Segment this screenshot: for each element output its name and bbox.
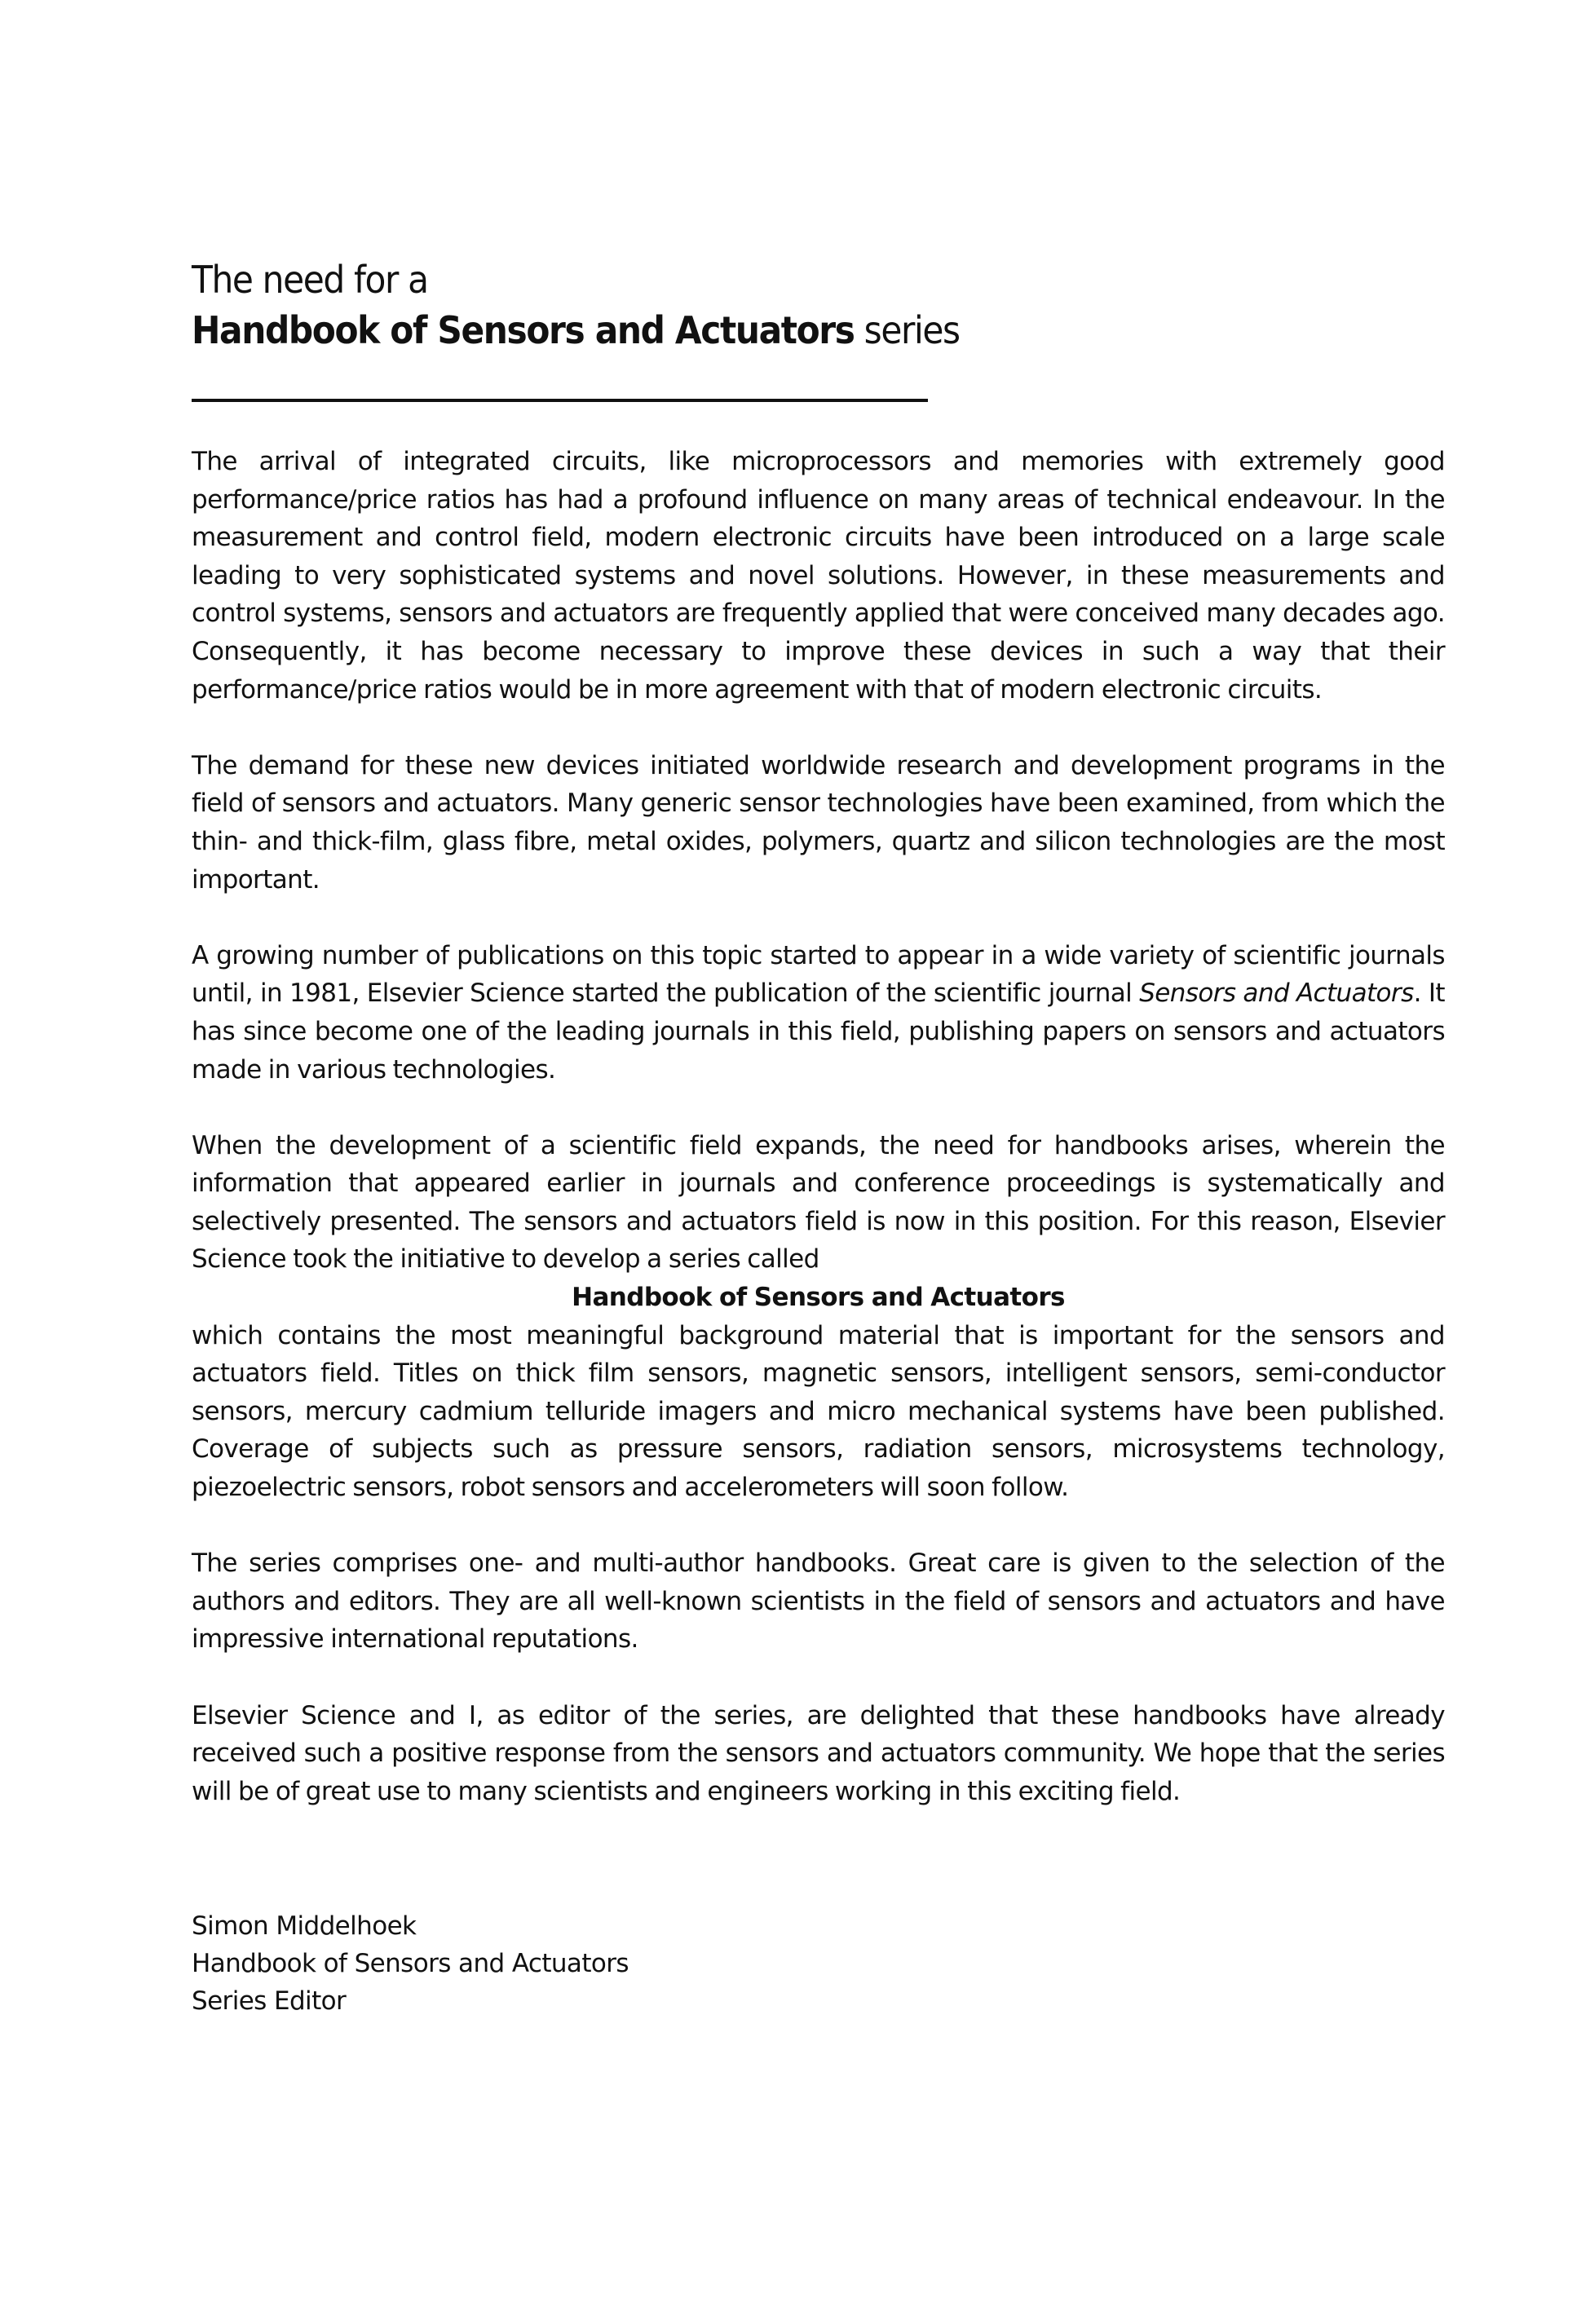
body-text	[192, 443, 1445, 1849]
title-series-name: Handbook of Sensors and Actuators	[192, 308, 855, 352]
series-title-heading: Handbook of Sensors and Actuators	[572, 1283, 1065, 1313]
signature-role: Series Editor	[192, 1986, 347, 2016]
paragraph-4-continuation: which contains the most meaningful background material that is important for the sensors and actuators field. Titles on thick film sensors, magnetic sensors, intelligent sensors, semi-conductor sensors, mercury cadmium telluride imagers and micro mechanical systems have been published. Coverage of subjects such as pressure sensors, radiation sensors, microsystems technology, piezoelectric sensors, robot sensors and accelerometers will soon follow.	[192, 1320, 1445, 1503]
paragraph-6: Elsevier Science and I, as editor of the series, are delighted that these handbooks have already received such a positive response from the sensors and actuators community. We hope that the series will be of great use to many scientists and engineers working in this exciting field.	[192, 1700, 1445, 1806]
page-title	[192, 254, 1242, 356]
title-divider	[192, 399, 928, 402]
title-line-2	[192, 305, 1242, 356]
paragraph-2: The demand for these new devices initiated worldwide research and development programs in the field of sensors and actuators. Many generic sensor technologies have been examined, from which the thin- and thick-film, glass fibre, metal oxides, polymers, quartz and silicon technologies are the most important.	[192, 750, 1445, 895]
paragraph-4-intro: When the development of a scientific field expands, the need for handbooks arises, wherein the information that appeared earlier in journals and conference proceedings is systematically and selectively presented. The sensors and actuators field is now in this position. For this reason, Elsevier Science took the initiative to develop a series called	[192, 1130, 1445, 1275]
title-line-1: The need for a	[192, 258, 428, 302]
signature-series: Handbook of Sensors and Actuators	[192, 1949, 629, 1978]
title-suffix: series	[854, 308, 960, 352]
paragraph-3-before: A growing number of publications on this topic started to appear in a wide variety of scientific journals until, in 1981, Elsevier Science started the publication of the scientific journal	[192, 940, 1445, 1009]
paragraph-5: The series comprises one- and multi-author handbooks. Great care is given to the selection of the authors and editors. They are all well-known scientists in the field of sensors and actuators and have impressive international reputations.	[192, 1549, 1445, 1655]
paragraph-3	[192, 937, 1445, 1089]
paragraph-3-after: . It has since become one of the leading journals in this field, publishing papers on sensors and actuators made in various technologies.	[192, 979, 1445, 1085]
signature-block	[192, 1907, 629, 2020]
paragraph-1: The arrival of integrated circuits, like microprocessors and memories with extremely good performance/price ratios has had a profound influence on many areas of technical endeavour. In the measurement and control field, modern electronic circuits have been introduced on a large scale leading to very sophisticated systems and novel solutions. However, in these measurements and control systems, sensors and actuators are frequently applied that were conceived many decades ago. Consequently, it has become necessary to improve these devices in such a way that their performance/price ratios would be in more agreement with that of modern electronic circuits.	[192, 447, 1445, 705]
journal-title: Sensors and Actuators	[1139, 979, 1414, 1009]
signature-name: Simon Middelhoek	[192, 1911, 417, 1941]
